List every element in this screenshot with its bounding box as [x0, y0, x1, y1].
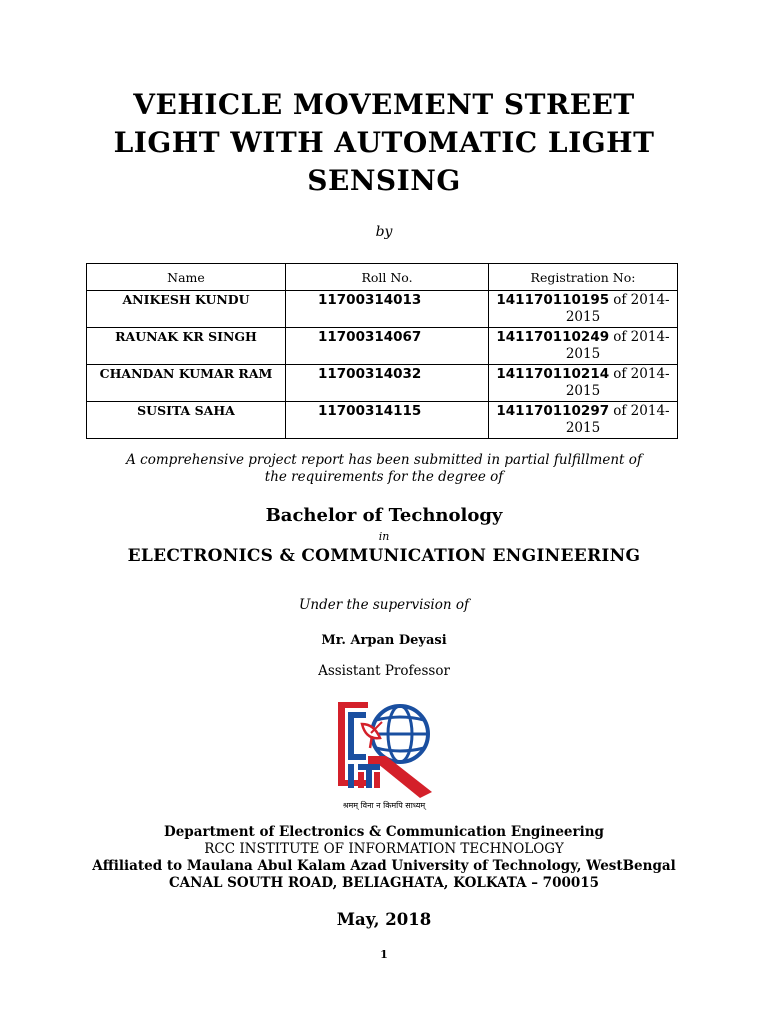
- table-row: [87, 328, 678, 365]
- registration-number: 141170110249: [496, 329, 610, 345]
- page-number: 1: [380, 948, 388, 961]
- registration-number: 141170110195: [496, 292, 610, 308]
- by-label: by: [375, 224, 393, 240]
- student-name: CHANDAN KUMAR RAM: [87, 365, 286, 402]
- table-row: [87, 365, 678, 402]
- submission-date: May, 2018: [336, 910, 432, 929]
- college-name: RCC INSTITUTE OF INFORMATION TECHNOLOGY: [204, 841, 564, 857]
- table-row: [87, 291, 678, 328]
- student-name: RAUNAK KR SINGH: [87, 328, 286, 365]
- student-name: SUSITA SAHA: [87, 402, 286, 439]
- logo-blue-frame: [348, 712, 366, 760]
- submission-line-2: the requirements for the degree of: [264, 469, 504, 485]
- student-registration: [489, 291, 678, 328]
- student-roll: 11700314013: [286, 291, 489, 328]
- degree-name: Bachelor of Technology: [265, 505, 503, 526]
- registration-session: of 2014-2015: [565, 292, 670, 325]
- supervisor-name: Mr. Arpan Deyasi: [321, 633, 447, 648]
- globe-icon: [372, 706, 428, 762]
- registration-session: of 2014-2015: [565, 329, 670, 362]
- supervision-label: Under the supervision of: [299, 597, 469, 613]
- title-line-1: VEHICLE MOVEMENT STREET: [133, 88, 635, 121]
- title-line-3: SENSING: [307, 164, 461, 197]
- logo-it-blocks: [348, 764, 380, 788]
- registration-number: 141170110214: [496, 366, 610, 382]
- logo-motto: श्रमम् विना न किमपि साध्यम्: [342, 801, 426, 810]
- address: CANAL SOUTH ROAD, BELIAGHATA, KOLKATA – 700015: [168, 875, 600, 891]
- header-roll: Roll No.: [286, 264, 489, 291]
- student-roll: 11700314067: [286, 328, 489, 365]
- table-header-row: [87, 264, 678, 291]
- student-registration: [489, 365, 678, 402]
- header-registration: Registration No:: [489, 264, 678, 291]
- students-table: [86, 263, 678, 439]
- table-row: [87, 402, 678, 439]
- supervisor-designation: Assistant Professor: [318, 663, 450, 679]
- branch-name: ELECTRONICS & COMMUNICATION ENGINEERING: [127, 546, 641, 566]
- header-name: Name: [87, 264, 286, 291]
- submission-line-1: A comprehensive project report has been submitted in partial fulfillment of: [126, 452, 642, 468]
- student-roll: 11700314115: [286, 402, 489, 439]
- in-label: in: [378, 530, 390, 543]
- student-registration: [489, 402, 678, 439]
- registration-number: 141170110297: [496, 403, 610, 419]
- registration-session: of 2014-2015: [565, 403, 670, 436]
- department-name: Department of Electronics & Communication Engineering: [164, 824, 604, 840]
- student-roll: 11700314032: [286, 365, 489, 402]
- report-title: [60, 86, 708, 200]
- title-line-2: LIGHT WITH AUTOMATIC LIGHT: [113, 126, 655, 159]
- institution-block: [0, 824, 768, 892]
- affiliation: Affiliated to Maulana Abul Kalam Azad University of Technology, WestBengal: [92, 858, 676, 874]
- institute-logo: [328, 694, 440, 812]
- submission-statement: [80, 452, 688, 486]
- student-registration: [489, 328, 678, 365]
- registration-session: of 2014-2015: [565, 366, 670, 399]
- student-name: ANIKESH KUNDU: [87, 291, 286, 328]
